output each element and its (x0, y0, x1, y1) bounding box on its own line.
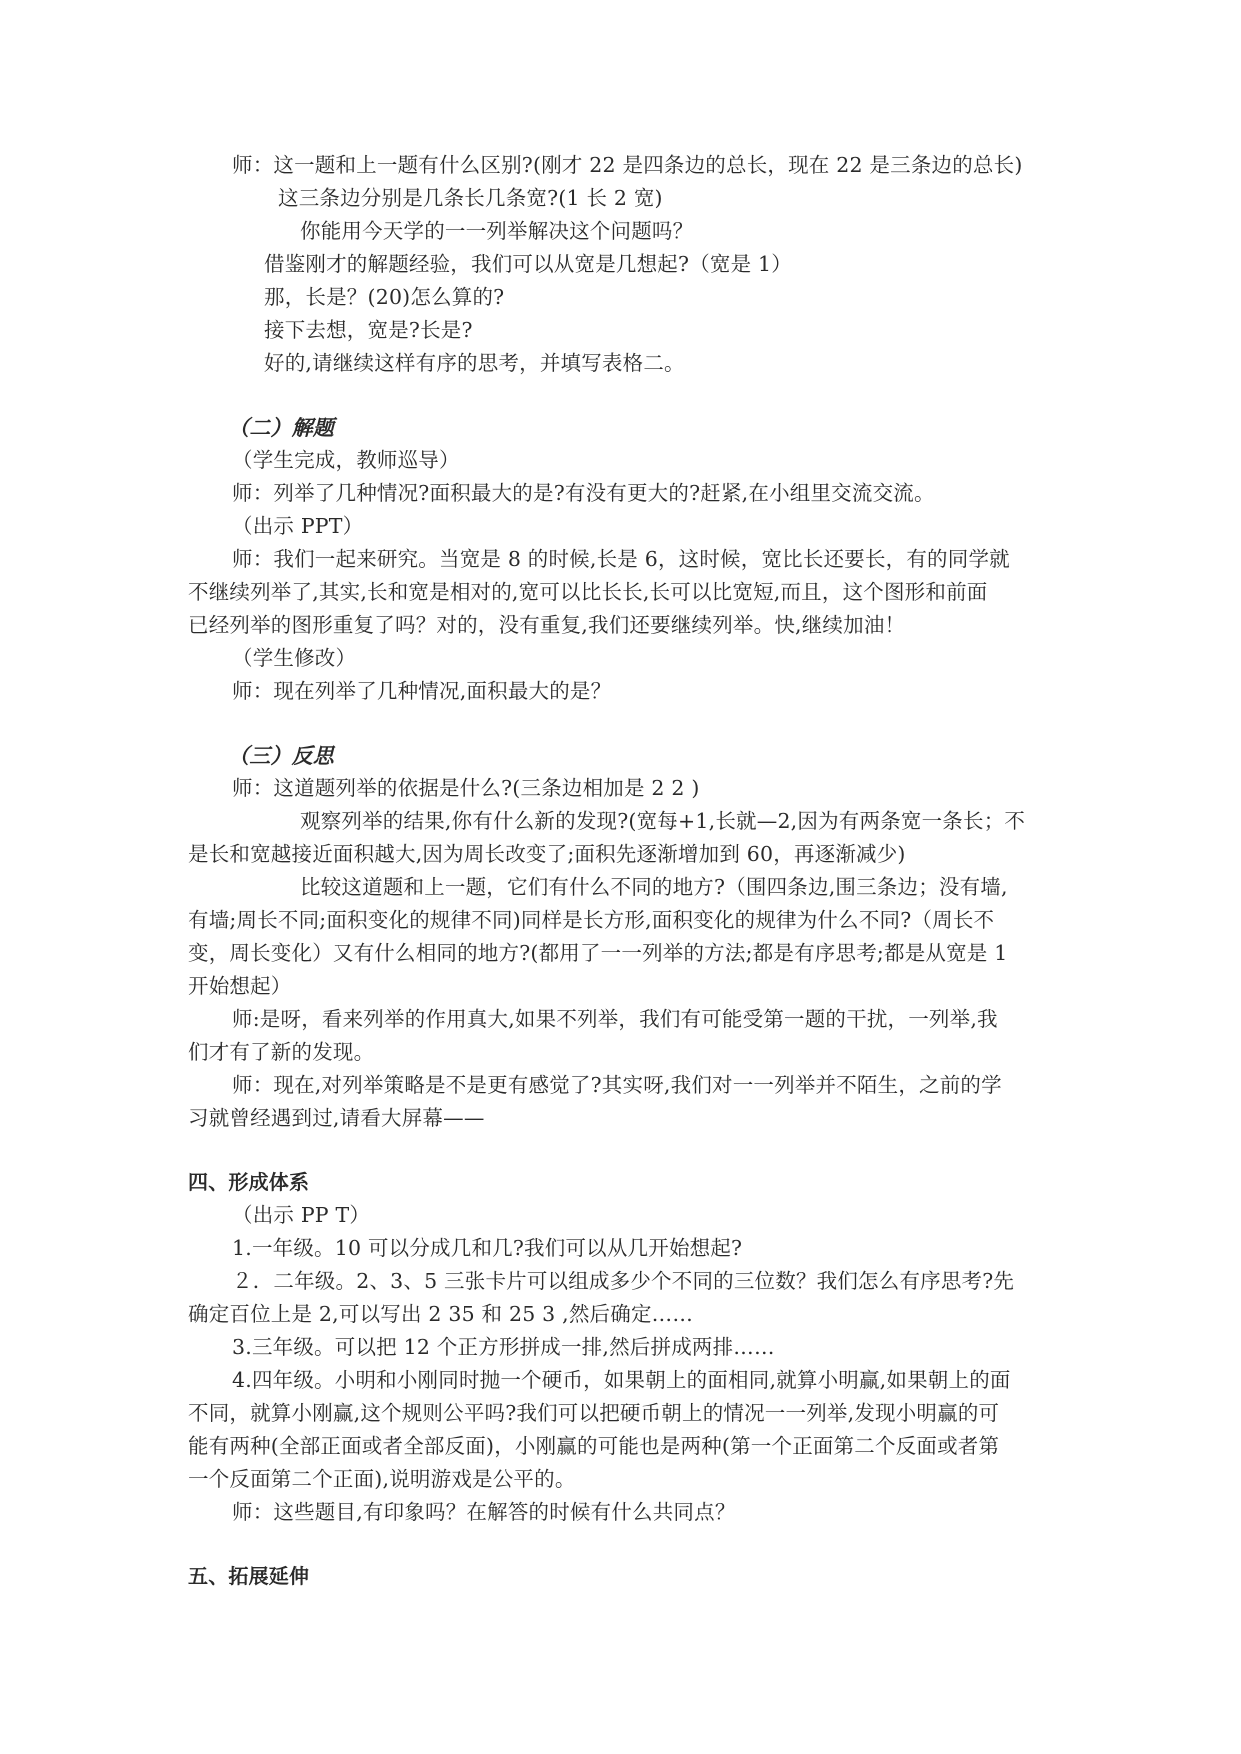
text-line: 确定百位上是 2,可以写出 2 35 和 25 3 ,然后确定…… (188, 1302, 694, 1326)
text-line: 已经列举的图形重复了吗？对的，没有重复,我们还要继续列举。快,继续加油！ (188, 613, 906, 637)
text-line: 比较这道题和上一题，它们有什么不同的地方?（围四条边,围三条边；没有墙, (300, 875, 1008, 899)
text-line: 师：这道题列举的依据是什么?(三条边相加是 2 2 ) (232, 776, 700, 800)
text-line: 师：这些题目,有印象吗？在解答的时候有什么共同点？ (232, 1500, 736, 1524)
text-line: 好的,请继续这样有序的思考，并填写表格二。 (264, 351, 685, 375)
text-line: 1.一年级。10 可以分成几和几?我们可以从几开始想起? (232, 1236, 743, 1260)
text-line: 接下去想，宽是?长是? (264, 318, 473, 342)
subsection-heading: （三）反思 (228, 743, 334, 768)
text-line: 4.四年级。小明和小刚同时抛一个硬币，如果朝上的面相同,就算小明赢,如果朝上的面 (232, 1368, 1011, 1392)
section-heading: 五、拓展延伸 (188, 1564, 310, 1588)
text-line: 师：现在,对列举策略是不是更有感觉了?其实呀,我们对一一列举并不陌生，之前的学 (232, 1073, 1002, 1097)
text-line: 有墙;周长不同;面积变化的规律不同)同样是长方形,面积变化的规律为什么不同?（周长不 (188, 908, 995, 932)
text-line: （出示 PPT） (232, 514, 364, 538)
text-line: 3.三年级。可以把 12 个正方形拼成一排,然后拼成两排…… (232, 1335, 775, 1359)
text-line: 能有两种(全部正面或者全部反面)，小刚赢的可能也是两种(第一个正面第二个反面或者第 (188, 1434, 1000, 1458)
text-line: 一个反面第二个正面),说明游戏是公平的。 (188, 1467, 576, 1491)
text-line: 师：我们一起来研究。当宽是 8 的时候,长是 6，这时候，宽比长还要长，有的同学就 (232, 547, 1010, 571)
text-line: 变，周长变化）又有什么相同的地方?(都用了一一列举的方法;都是有序思考;都是从宽是 1 (188, 941, 1008, 965)
text-line: 师：现在列举了几种情况,面积最大的是？ (232, 679, 612, 703)
text-line: 不同，就算小刚赢,这个规则公平吗?我们可以把硬币朝上的情况一一列举,发现小明赢的可 (188, 1401, 1000, 1425)
text-line: （学生完成，教师巡导） (232, 448, 460, 472)
text-line: 观察列举的结果,你有什么新的发现?(宽每+1,长就—2,因为有两条宽一条长；不 (300, 809, 1026, 833)
text-line: 不继续列举了,其实,长和宽是相对的,宽可以比长长,长可以比宽短,而且，这个图形和前面 (188, 580, 988, 604)
text-line: 是长和宽越接近面积越大,因为周长改变了;面积先逐渐增加到 60，再逐渐减少) (188, 842, 906, 866)
text-line: （学生修改） (232, 646, 357, 670)
text-line: 师：列举了几种情况?面积最大的是?有没有更大的?赶紧,在小组里交流交流。 (232, 481, 935, 505)
text-line: 师：这一题和上一题有什么区别?(刚才 22 是四条边的总长，现在 22 是三条边的总长) (232, 153, 1023, 177)
section-heading: 四、形成体系 (188, 1170, 310, 1194)
text-line: （出示 PP T） (232, 1203, 371, 1227)
text-line: 们才有了新的发现。 (188, 1040, 375, 1064)
text-line: 那，长是？(20)怎么算的? (264, 285, 505, 309)
text-line: 你能用今天学的一一列举解决这个问题吗？ (300, 219, 694, 243)
text-line: 借鉴刚才的解题经验，我们可以从宽是几想起?（宽是 1） (264, 252, 792, 276)
text-line: 开始想起） (188, 974, 292, 998)
text-line: ２．二年级。2、3、5 三张卡片可以组成多少个不同的三位数？我们怎么有序思考?先 (232, 1269, 1015, 1293)
text-line: 师:是呀，看来列举的作用真大,如果不列举，我们有可能受第一题的干扰，一列举,我 (232, 1007, 998, 1031)
subsection-heading: （二）解题 (228, 415, 334, 440)
text-line: 这三条边分别是几条长几条宽?(1 长 2 宽) (278, 186, 663, 210)
text-line: 习就曾经遇到过,请看大屏幕—— (188, 1106, 485, 1130)
